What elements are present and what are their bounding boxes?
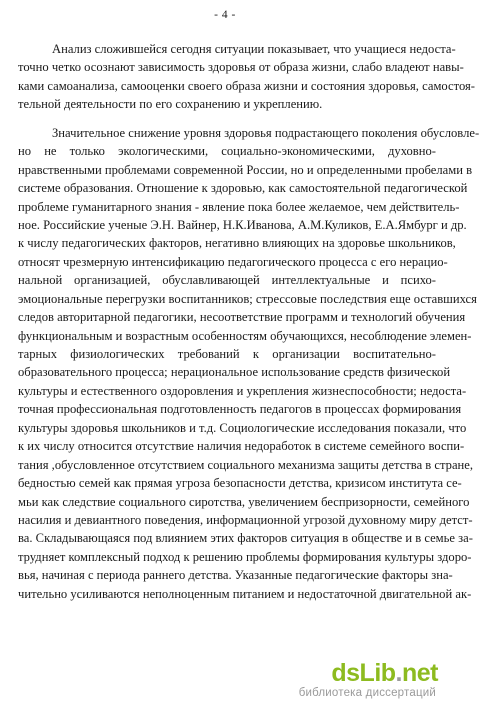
body-text [18, 40, 479, 603]
paragraph-gap [18, 114, 436, 124]
text-line: образовательного процесса; нерациональное использование средств физической [18, 365, 451, 380]
dslib-watermark [258, 660, 438, 702]
text-line: чительно усиливаются неполноценным питанием и недостаточной двигательной ак- [18, 586, 472, 601]
text-line: точно четко осознают зависимость здоровья от образа жизни, слабо владеют навы- [18, 60, 464, 75]
page-number: - 4 - [214, 9, 236, 21]
text-line: культуры здоровья школьников и т.д. Социологические исследования показали, что [18, 420, 467, 435]
text-line: культуры и естественного оздоровления и укрепления жизнеспособности; недоста- [18, 383, 467, 398]
text-line: функциональным и возрастным особенностям обучающихся, несоблюдение элемен- [18, 328, 472, 343]
text-line: мьи как следствие социального сиротства, увеличением беспризорности, семейного [18, 494, 470, 509]
text-line: к числу педагогических факторов, негативно влияющих на здоровье школьников, [18, 236, 456, 251]
paragraph [18, 124, 479, 603]
text-line: ками самоанализа, самооценки своего образа жизни и состояния здоровья, самостоя- [18, 78, 475, 93]
text-line: тельной деятельности по его сохранению и укреплению. [18, 97, 323, 112]
watermark-subtitle: библиотека диссертаций [298, 687, 436, 699]
text-line: к их числу относится отсутствие наличия недоработок в системе семейного воспи- [18, 439, 465, 454]
text-line: следов авторитарной педагогики, несоответствие программ и технологий обучения [18, 310, 466, 325]
logo-dot: . [395, 659, 402, 687]
text-line: точная профессиональная подготовленность педагогов в процессах формирования [18, 402, 462, 417]
text-line: системе образования. Отношение к здоровью, как самостоятельной педагогической [18, 181, 468, 196]
text-line: ва. Складывающаяся под влиянием этих факторов ситуация в обществе и в семье за- [18, 531, 473, 546]
text-line: относят чрезмерную интенсификацию педагогического процесса с его нерацио- [18, 254, 448, 269]
text-line: трудняет комплексный подход к решению проблемы формирования культуры здоро- [18, 549, 472, 564]
text-line: тарных физиологических требований к организации воспитательно- [18, 347, 436, 361]
paragraph [18, 40, 475, 114]
text-line: Значительное снижение уровня здоровья подрастающего поколения обусловле- [52, 125, 479, 140]
text-line: вья, начиная с периода раннего детства. Указанные педагогические факторы зна- [18, 568, 453, 583]
logo-main: dsLib [331, 659, 396, 687]
text-line: эмоциональные перегрузки воспитанников; стрессовые последствия еще оставшихся [18, 291, 477, 306]
text-line: проблеме гуманитарного знания - явление пока более желаемое, чем действитель- [18, 199, 460, 214]
text-line: Анализ сложившейся сегодня ситуации показывает, что учащиеся недоста- [52, 42, 456, 56]
text-line: ное. Российские ученые Э.Н. Вайнер, Н.К.Иванова, А.М.Куликов, Е.А.Ямбург и др. [18, 217, 467, 232]
dslib-logo [331, 660, 438, 686]
text-line: бедностью семей как прямая угроза безопасности детства, кризисом института се- [18, 476, 462, 491]
text-line: нальной организацией, обуславливающей интеллектуальные и психо- [18, 273, 436, 288]
text-line: нравственными проблемами современной России, но и определенными пробелами в [18, 162, 473, 177]
text-line: но не только экологическими, социально-экономическими, духовно- [18, 144, 436, 159]
logo-tld: net [402, 659, 438, 687]
text-line: тания ,обусловленное отсутствием социального механизма защиты детства в стране, [18, 457, 474, 472]
text-line: насилия и девиантного поведения, информационной угрозой духовному миру детст- [18, 512, 473, 527]
